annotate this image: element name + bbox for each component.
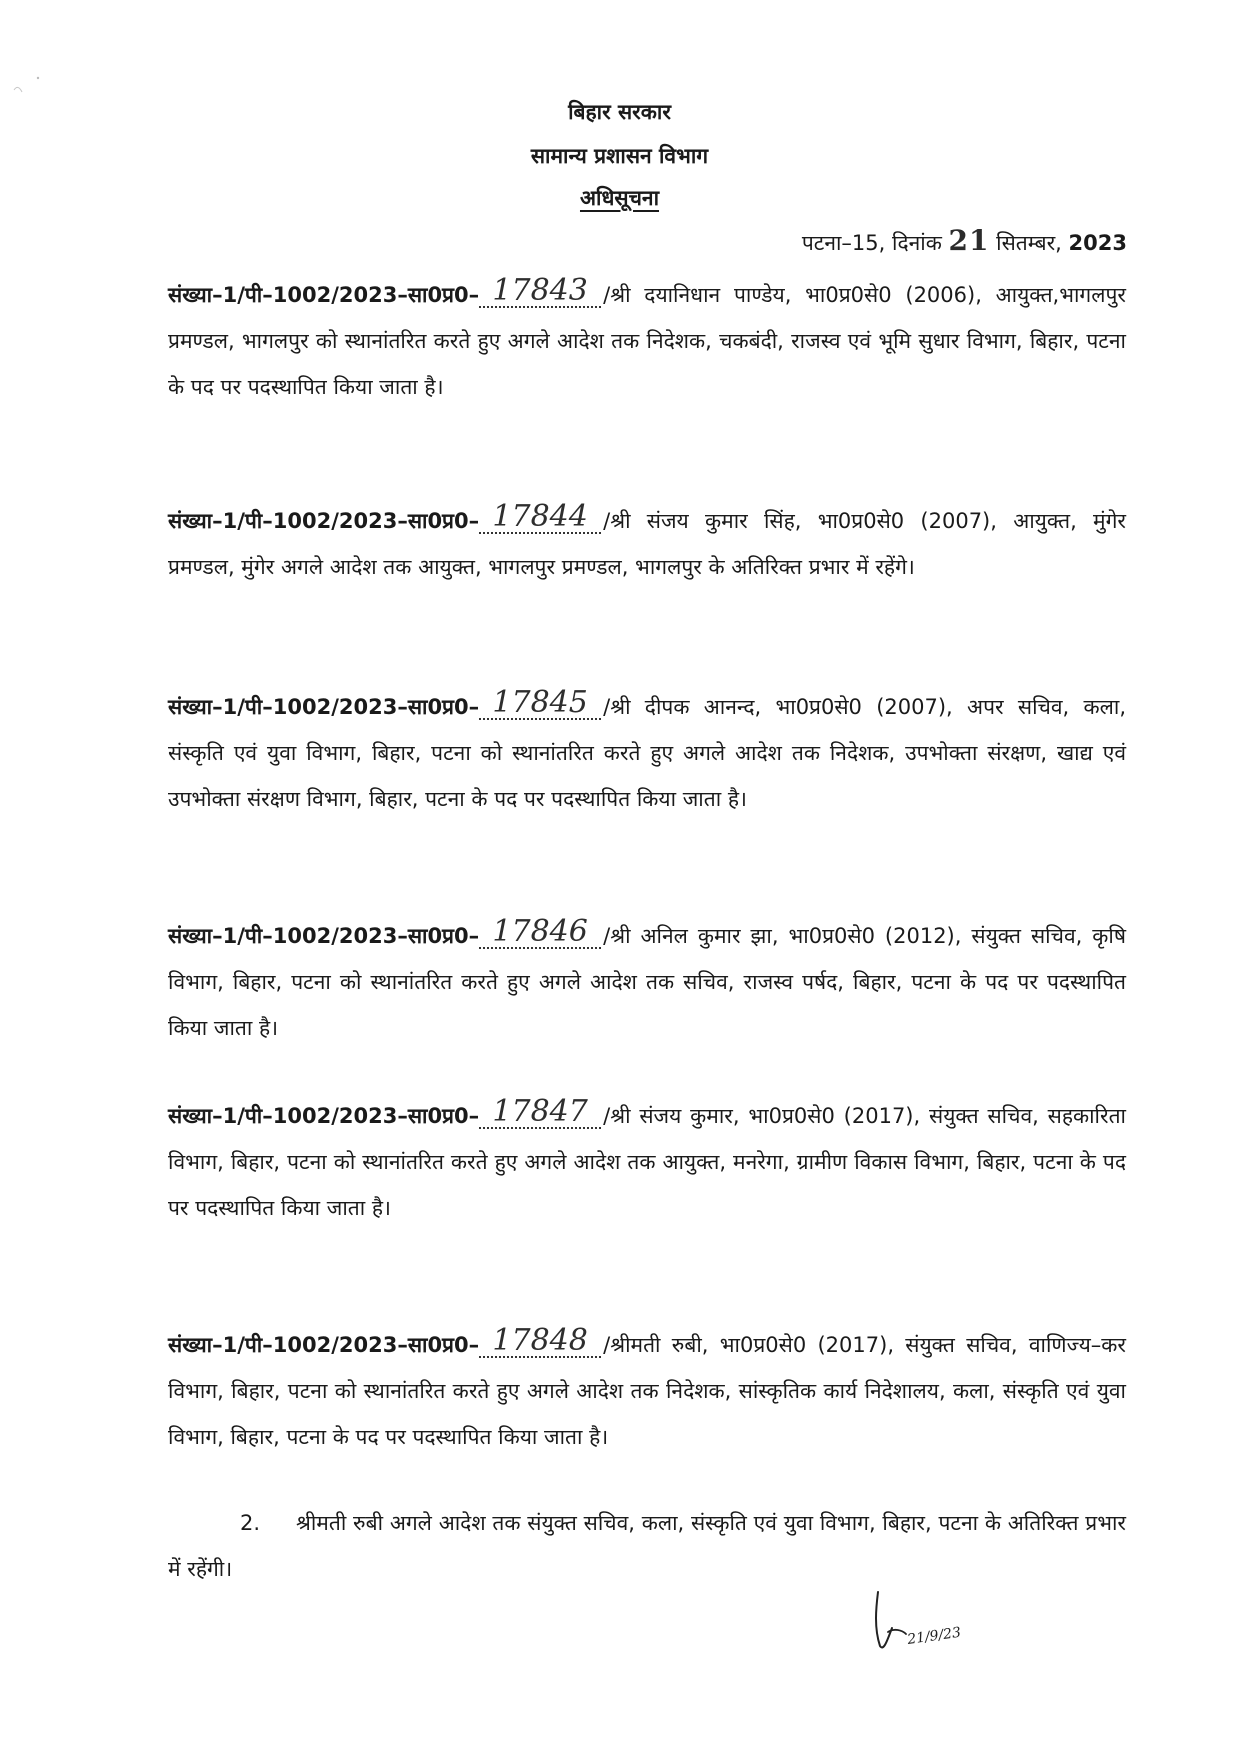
date-year: 2023: [1068, 231, 1127, 255]
notification-entry: [168, 913, 1126, 1051]
handwritten-signature: [868, 1588, 988, 1658]
entry-text: /श्री संजय कुमार, भा0प्र0से0 (2017), संयुक्त सचिव, सहकारिता विभाग, बिहार, पटना को स्थानांतरित करते हुए अगले आदेश तक आयुक्त, मनरेगा, ग्रामीण विकास विभाग, बिहार, पटना के पद पर पदस्थापित किया जाता है।: [168, 1104, 1126, 1220]
entry-text: /श्री दयानिधान पाण्डेय, भा0प्र0से0 (2006), आयुक्त,भागलपुर प्रमण्डल, भागलपुर को स्थानांतरित करते हुए अगले आदेश तक निदेशक, चकबंदी, राजस्व एवं भूमि सुधार विभाग, बिहार, पटना के पद पर पदस्थापित किया जाता है।: [168, 283, 1126, 399]
clause-2: [168, 1500, 1126, 1592]
place-date-prefix: पटना–15, दिनांक: [801, 231, 942, 255]
clause-number: 2.: [240, 1511, 261, 1535]
reference-number: संख्या–1/पी–1002/2023–सा0प्र0–: [168, 509, 480, 533]
notification-entry: [168, 1322, 1126, 1460]
handwritten-memo-number: 17843: [479, 276, 601, 308]
notification-entry: [168, 272, 1126, 410]
reference-number: संख्या–1/पी–1002/2023–सा0प्र0–: [168, 283, 480, 307]
handwritten-memo-number: 17846: [479, 917, 601, 949]
department-heading: सामान्य प्रशासन विभाग: [530, 144, 709, 168]
date-month: सितम्बर,: [996, 231, 1062, 255]
notification-entry: [168, 684, 1126, 822]
reference-number: संख्या–1/पी–1002/2023–सा0प्र0–: [168, 924, 480, 948]
handwritten-memo-number: 17845: [479, 688, 601, 720]
place-date-line: [802, 224, 1127, 257]
entry-text: /श्री अनिल कुमार झा, भा0प्र0से0 (2012), संयुक्त सचिव, कृषि विभाग, बिहार, पटना को स्थानांतरित करते हुए अगले आदेश तक सचिव, राजस्व पर्षद, बिहार, पटना के पद पर पदस्थापित किया जाता है।: [168, 924, 1126, 1040]
notification-entry: [168, 498, 1126, 590]
handwritten-day: 21: [948, 224, 990, 257]
entry-text: /श्रीमती रुबी, भा0प्र0से0 (2017), संयुक्त सचिव, वाणिज्य–कर विभाग, बिहार, पटना को स्थानांतरित करते हुए अगले आदेश तक निदेशक, सांस्कृतिक कार्य निदेशालय, कला, संस्कृति एवं युवा विभाग, बिहार, पटना के पद पर पदस्थापित किया जाता है।: [168, 1333, 1126, 1449]
notification-heading: अधिसूचना: [579, 186, 660, 210]
handwritten-memo-number: 17847: [479, 1097, 601, 1129]
reference-number: संख्या–1/पी–1002/2023–सा0प्र0–: [168, 1333, 480, 1357]
entry-text: /श्री दीपक आनन्द, भा0प्र0से0 (2007), अपर सचिव, कला, संस्कृति एवं युवा विभाग, बिहार, पटना को स्थानांतरित करते हुए अगले आदेश तक निदेशक, उपभोक्ता संरक्षण, खाद्य एवं उपभोक्ता संरक्षण विभाग, बिहार, पटना के पद पर पदस्थापित किया जाता है।: [168, 695, 1126, 811]
signature-date-note: 21/9/23: [906, 1624, 963, 1648]
government-heading: बिहार सरकार: [568, 100, 671, 124]
clause-text: श्रीमती रुबी अगले आदेश तक संयुक्त सचिव, कला, संस्कृति एवं युवा विभाग, बिहार, पटना के अतिरिक्त प्रभार में रहेंगी।: [168, 1511, 1126, 1581]
reference-number: संख्या–1/पी–1002/2023–सा0प्र0–: [168, 695, 480, 719]
entry-text: /श्री संजय कुमार सिंह, भा0प्र0से0 (2007), आयुक्त, मुंगेर प्रमण्डल, मुंगेर अगले आदेश तक आयुक्त, भागलपुर प्रमण्डल, भागलपुर के अतिरिक्त प्रभार में रहेंगे।: [168, 509, 1126, 579]
notification-entry: [168, 1093, 1126, 1231]
reference-number: संख्या–1/पी–1002/2023–सा0प्र0–: [168, 1104, 480, 1128]
handwritten-memo-number: 17848: [479, 1326, 601, 1358]
handwritten-memo-number: 17844: [479, 502, 601, 534]
